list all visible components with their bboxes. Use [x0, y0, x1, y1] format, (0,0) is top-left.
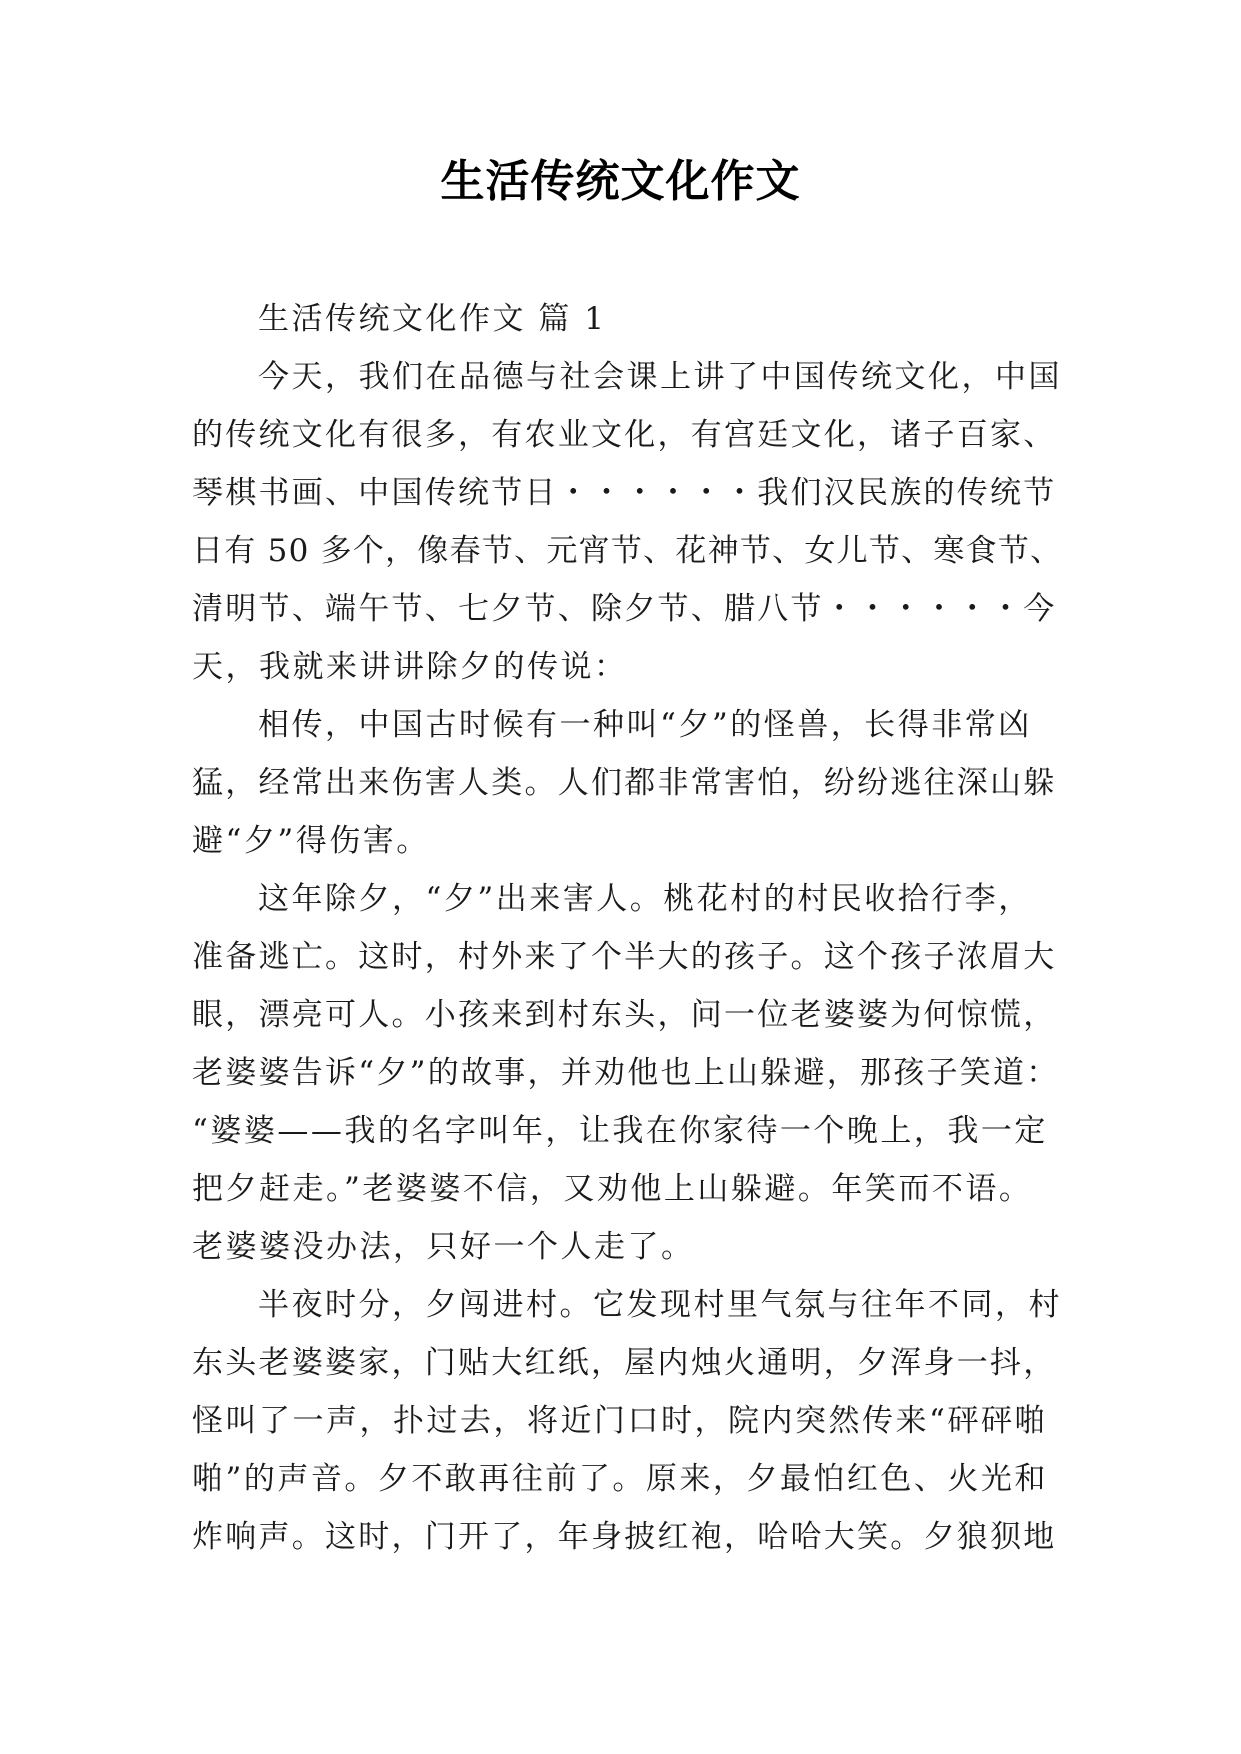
paragraph-line: 炸响声。这时，门开了，年身披红袍，哈哈大笑。夕狼狈地: [192, 1519, 1057, 1555]
paragraph-line: 老婆婆告诉“夕”的故事，并劝他也上山躲避，那孩子笑道：: [192, 1055, 1060, 1091]
paragraph-line: 日有 50 多个，像春节、元宵节、花神节、女儿节、寒食节、: [192, 533, 1063, 569]
paragraph-line: 清明节、端午节、七夕节、除夕节、腊八节・・・・・・今: [192, 591, 1057, 627]
paragraph-line: 避“夕”得伤害。: [192, 823, 430, 859]
section-heading: [192, 290, 1062, 348]
paragraph-line: 的传统文化有很多，有农业文化，有宫廷文化，诸子百家、: [192, 417, 1057, 453]
paragraph-line: 相传，中国古时候有一种叫“夕”的怪兽，长得非常凶: [258, 707, 1032, 743]
paragraph-line: 啪”的声音。夕不敢再往前了。原来，夕最怕红色、火光和: [192, 1461, 1048, 1497]
paragraph-line: 天，我就来讲讲除夕的传说：: [192, 649, 628, 685]
paragraph-line: 怪叫了一声，扑过去，将近门口时，院内突然传来“砰砰啪: [192, 1403, 1048, 1439]
paragraph-line: 眼，漂亮可人。小孩来到村东头，问一位老婆婆为何惊慌，: [192, 997, 1057, 1033]
paragraph-line: 把夕赶走。”老婆婆不信，又劝他上山躲避。年笑而不语。: [192, 1171, 1033, 1207]
paragraph-line: 琴棋书画、中国传统节日・・・・・・我们汉民族的传统节: [192, 475, 1057, 511]
paragraph-line: “婆婆——我的名字叫年，让我在你家待一个晚上，我一定: [192, 1113, 1048, 1149]
paragraph-4: [192, 1276, 1062, 1566]
document-body: [192, 290, 1062, 1566]
paragraph-3: [192, 870, 1062, 1276]
paragraph-line: 准备逃亡。这时，村外来了个半大的孩子。这个孩子浓眉大: [192, 939, 1057, 975]
paragraph-2: [192, 696, 1062, 870]
section-heading-text: 生活传统文化作文 篇 1: [258, 301, 607, 337]
paragraph-line: 东头老婆婆家，门贴大红纸，屋内烛火通明，夕浑身一抖，: [192, 1345, 1057, 1381]
document-title: 生活传统文化作文: [440, 156, 801, 207]
paragraph-line: 老婆婆没办法，只好一个人走了。: [192, 1229, 695, 1265]
paragraph-1: [192, 348, 1062, 696]
paragraph-line: 这年除夕，“夕”出来害人。桃花村的村民收拾行李，: [258, 881, 1032, 917]
paragraph-line: 今天，我们在品德与社会课上讲了中国传统文化，中国: [258, 359, 1062, 395]
paragraph-line: 半夜时分，夕闯进村。它发现村里气氛与往年不同，村: [258, 1287, 1062, 1323]
paragraph-line: 猛，经常出来伤害人类。人们都非常害怕，纷纷逃往深山躲: [192, 765, 1057, 801]
